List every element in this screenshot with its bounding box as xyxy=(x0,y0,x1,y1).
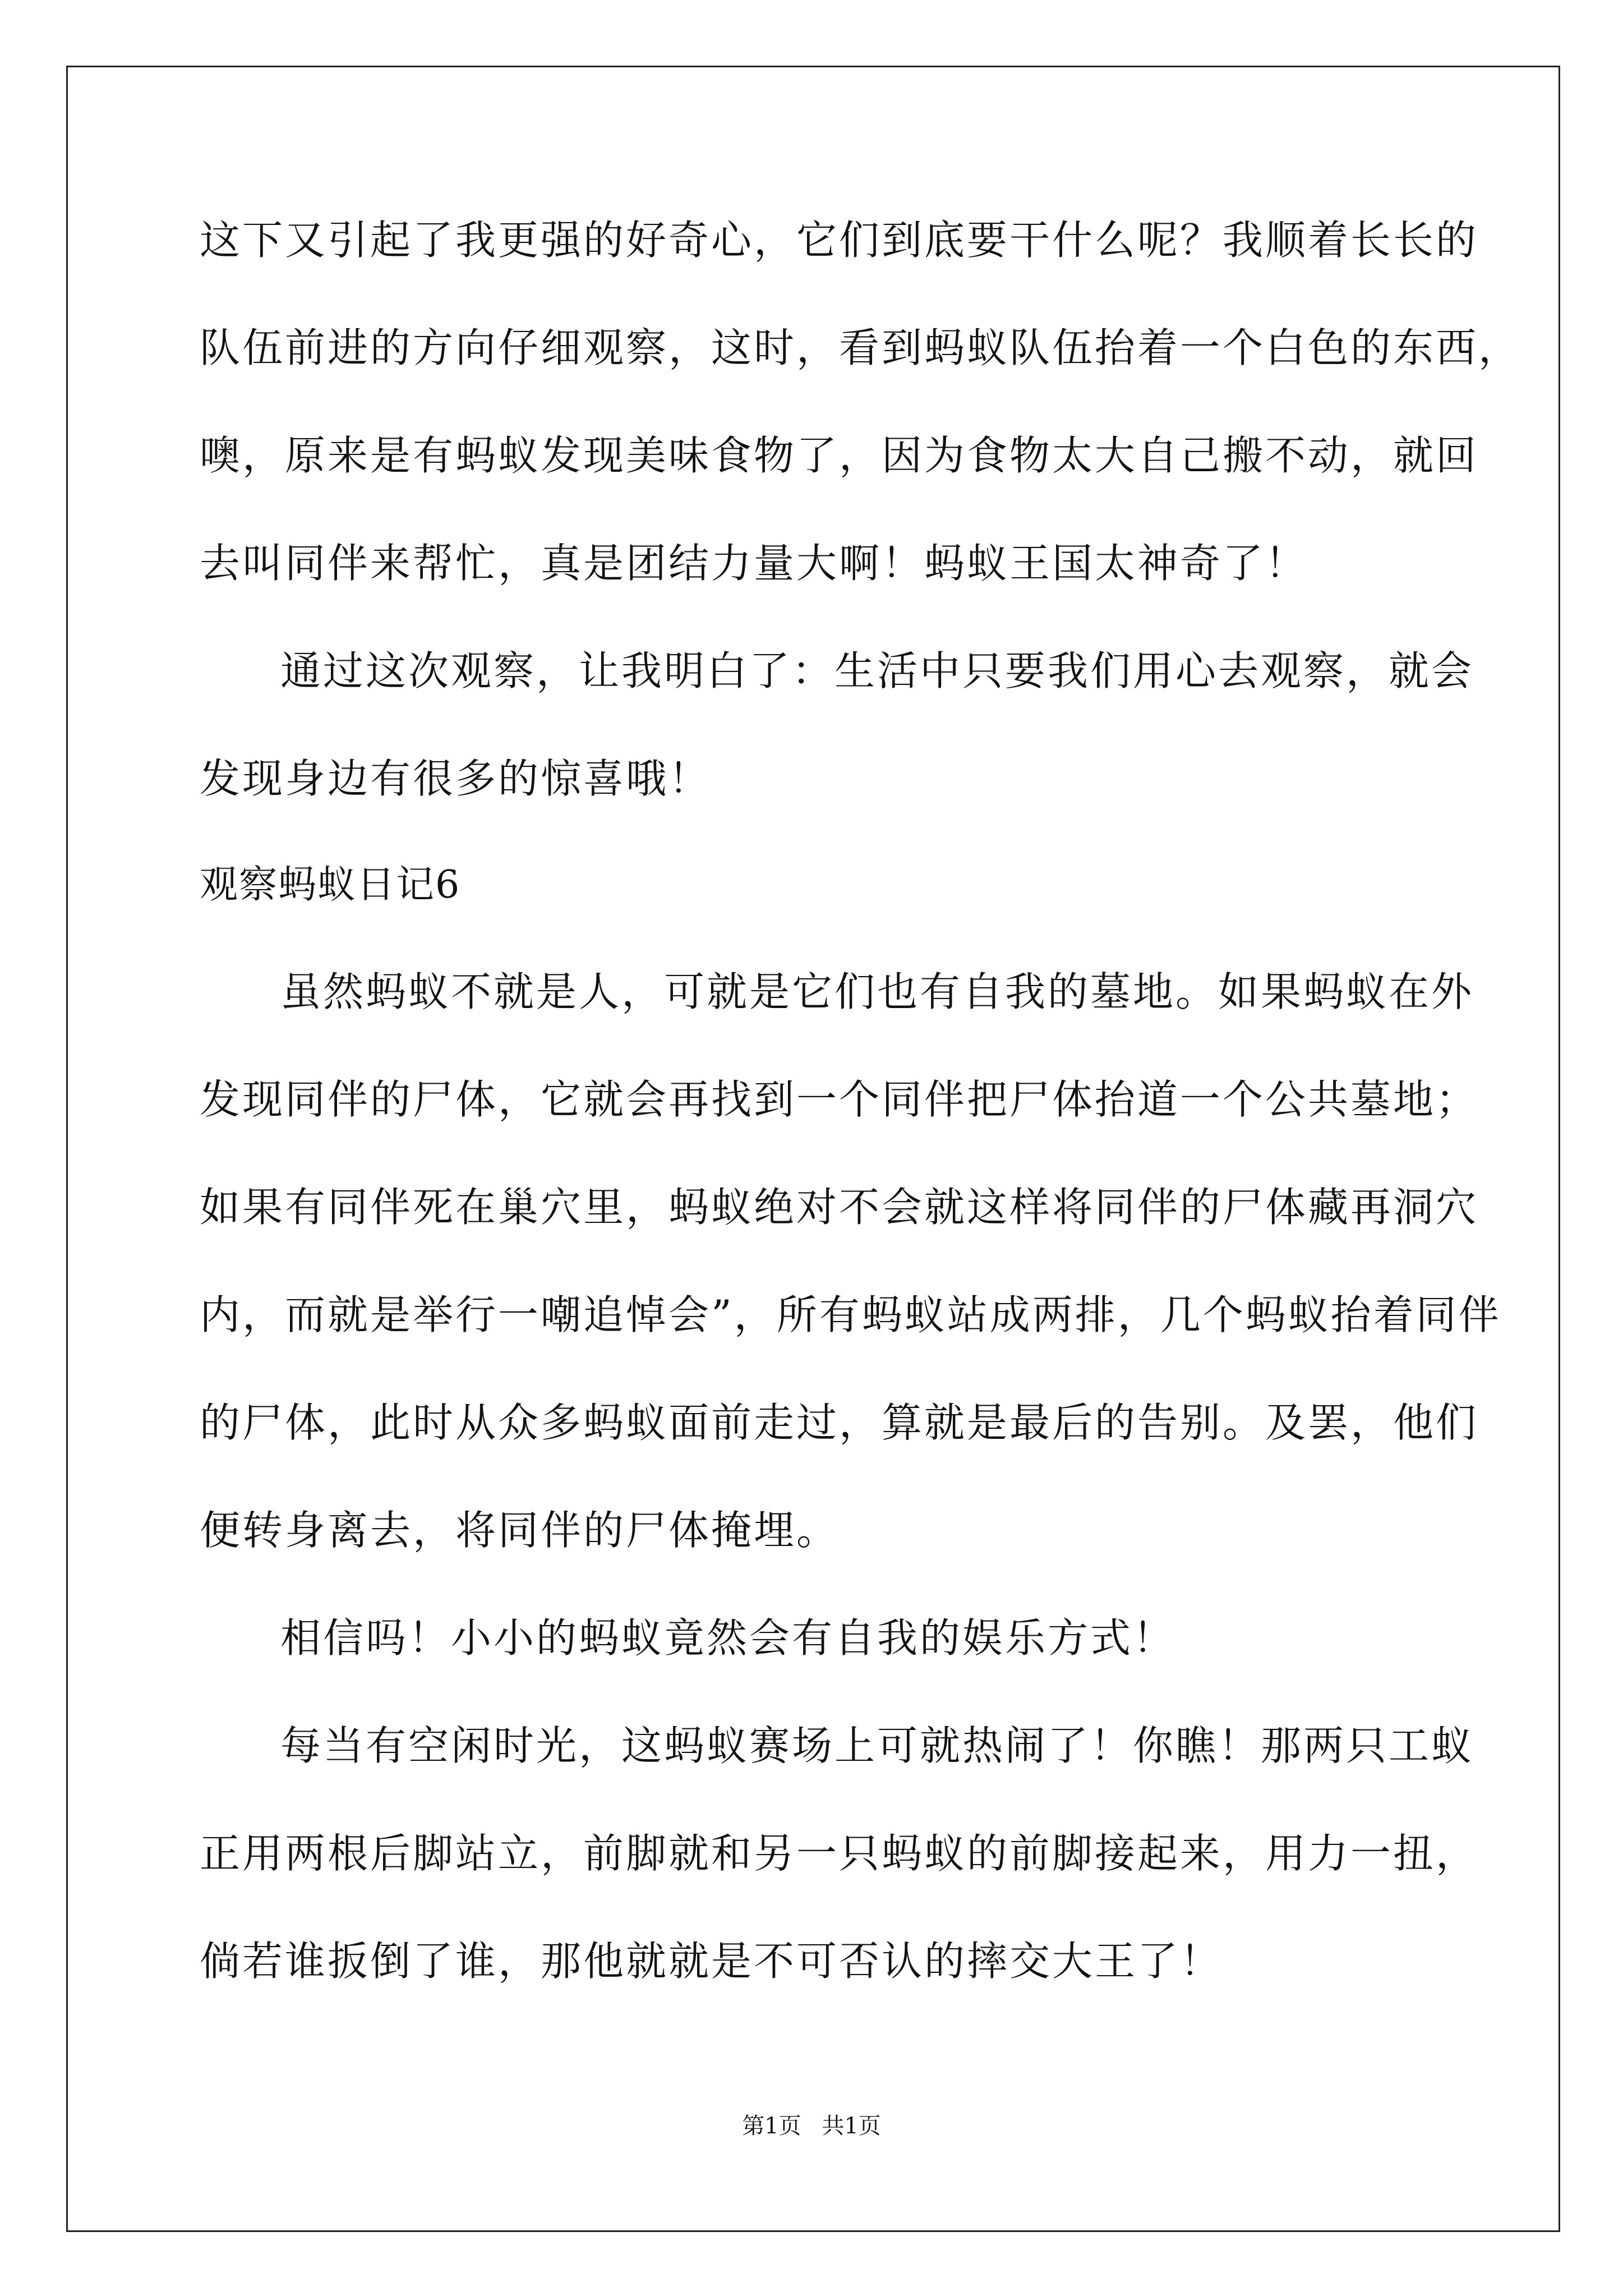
paragraph-line: 的尸体，此时从众多蚂蚁面前走过，算就是最后的告别。及罢，他们 xyxy=(200,1399,1479,1446)
page-total: 共1页 xyxy=(822,2113,881,2139)
paragraph-line: 发现身边有很多的惊喜哦！ xyxy=(200,755,712,802)
paragraph-line: 倘若谁扳倒了谁，那他就就是不可否认的摔交大王了！ xyxy=(200,1938,1223,1985)
page-footer xyxy=(0,2109,1623,2143)
paragraph-line: 每当有空闲时光，这蚂蚁赛场上可就热闹了！你瞧！那两只工蚁 xyxy=(280,1722,1474,1769)
section-heading: 观察蚂蚁日记6 xyxy=(200,863,461,907)
paragraph-line: 去叫同伴来帮忙，真是团结力量大啊！蚂蚁王国太神奇了！ xyxy=(200,540,1308,587)
paragraph-line: 发现同伴的尸体，它就会再找到一个同伴把尸体抬道一个公共墓地； xyxy=(200,1076,1479,1123)
paragraph-line: 这下又引起了我更强的好奇心，它们到底要干什么呢？我顺着长长的 xyxy=(200,217,1479,264)
paragraph-line: 便转身离去，将同伴的尸体掩埋。 xyxy=(200,1507,840,1554)
paragraph-line: 虽然蚂蚁不就是人，可就是它们也有自我的墓地。如果蚂蚁在外 xyxy=(280,968,1474,1015)
paragraph-line: 队伍前进的方向仔细观察，这时，看到蚂蚁队伍抬着一个白色的东西， xyxy=(200,324,1521,371)
paragraph-line: 如果有同伴死在巢穴里，蚂蚁绝对不会就这样将同伴的尸体藏再洞穴 xyxy=(200,1184,1479,1231)
paragraph-line: 正用两根后脚站立，前脚就和另一只蚂蚁的前脚接起来，用力一扭， xyxy=(200,1830,1479,1877)
paragraph-line: 通过这次观察，让我明白了：生活中只要我们用心去观察，就会 xyxy=(280,647,1474,694)
page-number: 第1页 xyxy=(742,2113,801,2139)
paragraph-line: 内，而就是举行一嘲追悼会”，所有蚂蚁站成两排，几个蚂蚁抬着同伴 xyxy=(200,1291,1501,1338)
paragraph-line: 噢，原来是有蚂蚁发现美味食物了，因为食物太大自己搬不动，就回 xyxy=(200,432,1479,479)
paragraph-line: 相信吗！小小的蚂蚁竟然会有自我的娱乐方式！ xyxy=(280,1614,1176,1662)
page-border xyxy=(66,66,1560,2232)
